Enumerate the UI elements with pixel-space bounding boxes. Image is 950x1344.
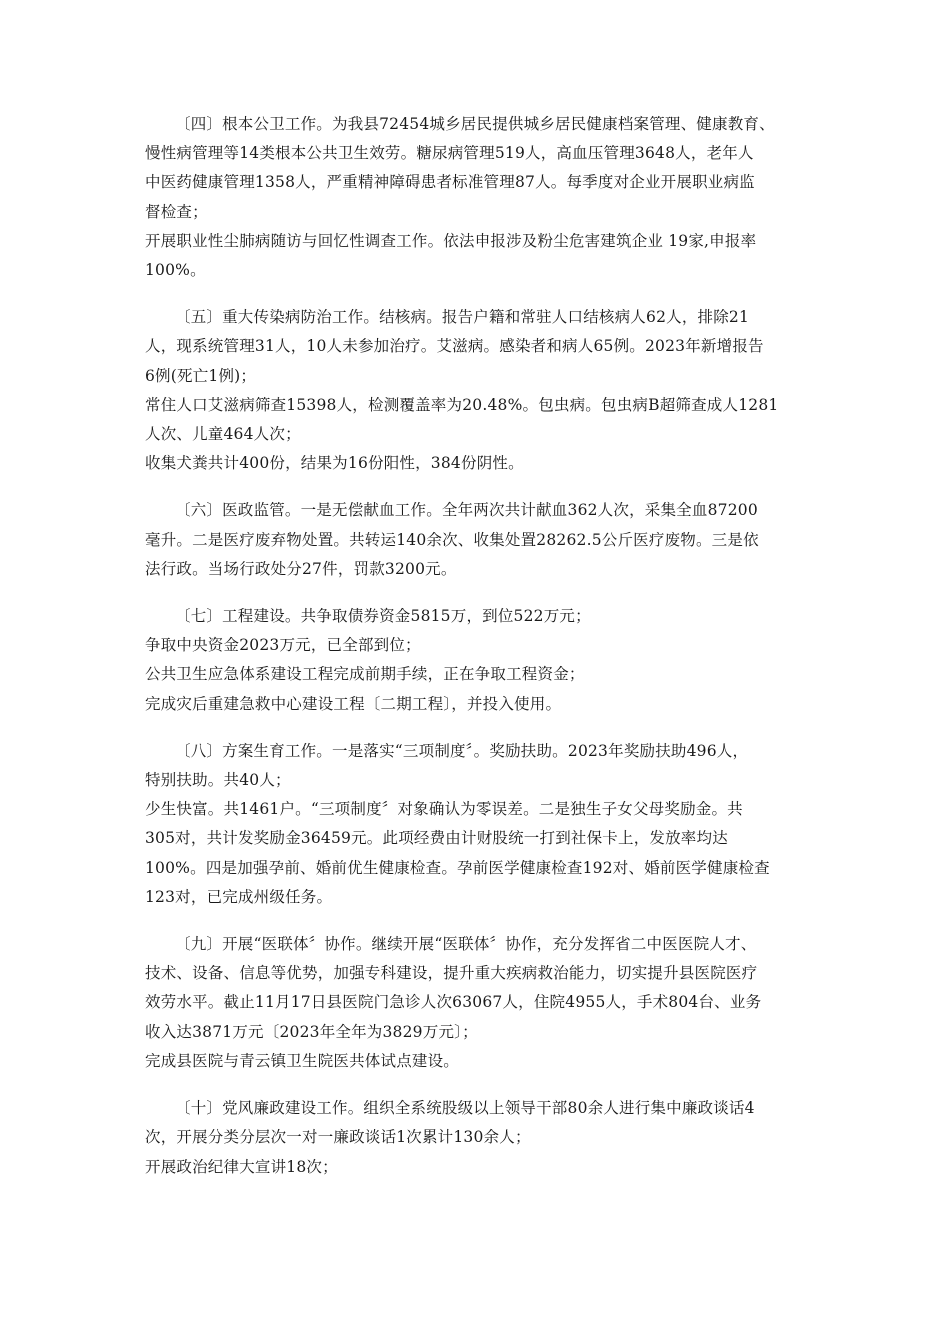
text-line: 123对，已完成州级任务。 <box>145 887 333 906</box>
text-line: 完成灾后重建急救中心建设工程〔二期工程〕，并投入使用。 <box>145 694 562 713</box>
text-line: 毫升。二是医疗废弃物处置。共转运140余次、收集处置28262.5公斤医疗废物。三是依 <box>145 530 759 549</box>
text-line: 100%。四是加强孕前、婚前优生健康检查。孕前医学健康检查192对、婚前医学健康检查 <box>145 858 770 877</box>
text-line: 中医药健康管理1358人，严重精神障碍患者标准管理87人。每季度对企业开展职业病监 <box>145 173 755 192</box>
text-line: 人，现系统管理31人，10人未参加治疗。艾滋病。感染者和病人65例。2023年新增报告 <box>145 337 764 356</box>
text-line: 技术、设备、信息等优势，加强专科建设，提升重大疾病救治能力，切实提升县医院医疗 <box>145 964 758 983</box>
text-line: 〔八〕方案生育工作。一是落实“三项制度〞。奖励扶助。2023年奖励扶助496人， <box>175 741 749 760</box>
text-line: 完成县医院与青云镇卫生院医共体试点建设。 <box>145 1051 460 1070</box>
paragraph-clean-governance <box>145 1094 810 1182</box>
text-line: 常住人口艾滋病筛查15398人，检测覆盖率为20.48%。包虫病。包虫病B超筛查成人1281 <box>145 395 779 414</box>
text-line: 次，开展分类分层次一对一廉政谈话1次累计130余人； <box>145 1128 531 1147</box>
text-line: 305对，共计发奖励金36459元。此项经费由计财股统一打到社保卡上，发放率均达 <box>145 829 728 848</box>
text-line: 公共卫生应急体系建设工程完成前期手续，正在争取工程资金； <box>145 665 585 684</box>
text-line: 收入达3871万元〔2023年全年为3829万元〕； <box>145 1022 478 1041</box>
text-line: 开展政治纪律大宣讲18次； <box>145 1157 338 1176</box>
paragraph-infectious-disease <box>145 303 810 478</box>
text-line: 6例(死亡1例)； <box>145 366 257 385</box>
text-line: 特别扶助。共40人； <box>145 771 291 790</box>
text-line: 〔九〕开展“医联体〞协作。继续开展“医联体〞协作，充分发挥省二中医医院人才、 <box>175 935 757 954</box>
paragraph-project-construction <box>145 602 810 719</box>
paragraph-medical-supervision <box>145 496 810 584</box>
text-line: 〔五〕重大传染病防治工作。结核病。报告户籍和常驻人口结核病人62人，排除21 <box>175 308 750 327</box>
text-line: 人次、儿童464人次； <box>145 425 301 444</box>
text-line: 〔四〕根本公卫工作。为我县72454城乡居民提供城乡居民健康档案管理、健康教育、 <box>175 115 775 133</box>
text-line: 慢性病管理等14类根本公共卫生效劳。糖尿病管理519人，高血压管理3648人，老年人 <box>145 144 754 163</box>
text-line: 开展职业性尘肺病随访与回忆性调查工作。依法申报涉及粉尘危害建筑企业 19家,申报率 <box>145 231 757 250</box>
paragraph-family-planning <box>145 737 810 912</box>
text-line: 少生快富。共1461户。“三项制度〞对象确认为零误差。二是独生子女父母奖励金。共 <box>145 800 743 819</box>
text-line: 〔六〕医政监管。一是无偿献血工作。全年两次共计献血362人次，采集全血87200 <box>175 501 758 520</box>
text-line: 〔十〕党风廉政建设工作。组织全系统股级以上领导干部80余人进行集中廉政谈话4 <box>175 1099 755 1118</box>
text-line: 100%。 <box>145 261 206 280</box>
text-line: 法行政。当场行政处分27件，罚款3200元。 <box>145 559 457 578</box>
text-line: 收集犬粪共计400份，结果为16份阳性，384份阴性。 <box>145 454 524 473</box>
text-line: 争取中央资金2023万元，已全部到位； <box>145 636 421 655</box>
text-line: 效劳水平。截止11月17日县医院门急诊人次63067人，住院4955人，手术804台、业务 <box>145 993 762 1012</box>
text-line: 〔七〕工程建设。共争取债券资金5815万，到位522万元； <box>175 607 591 626</box>
text-line: 督检查； <box>145 202 208 221</box>
paragraph-medical-alliance <box>145 930 810 1076</box>
paragraph-basic-public-health <box>145 110 810 285</box>
